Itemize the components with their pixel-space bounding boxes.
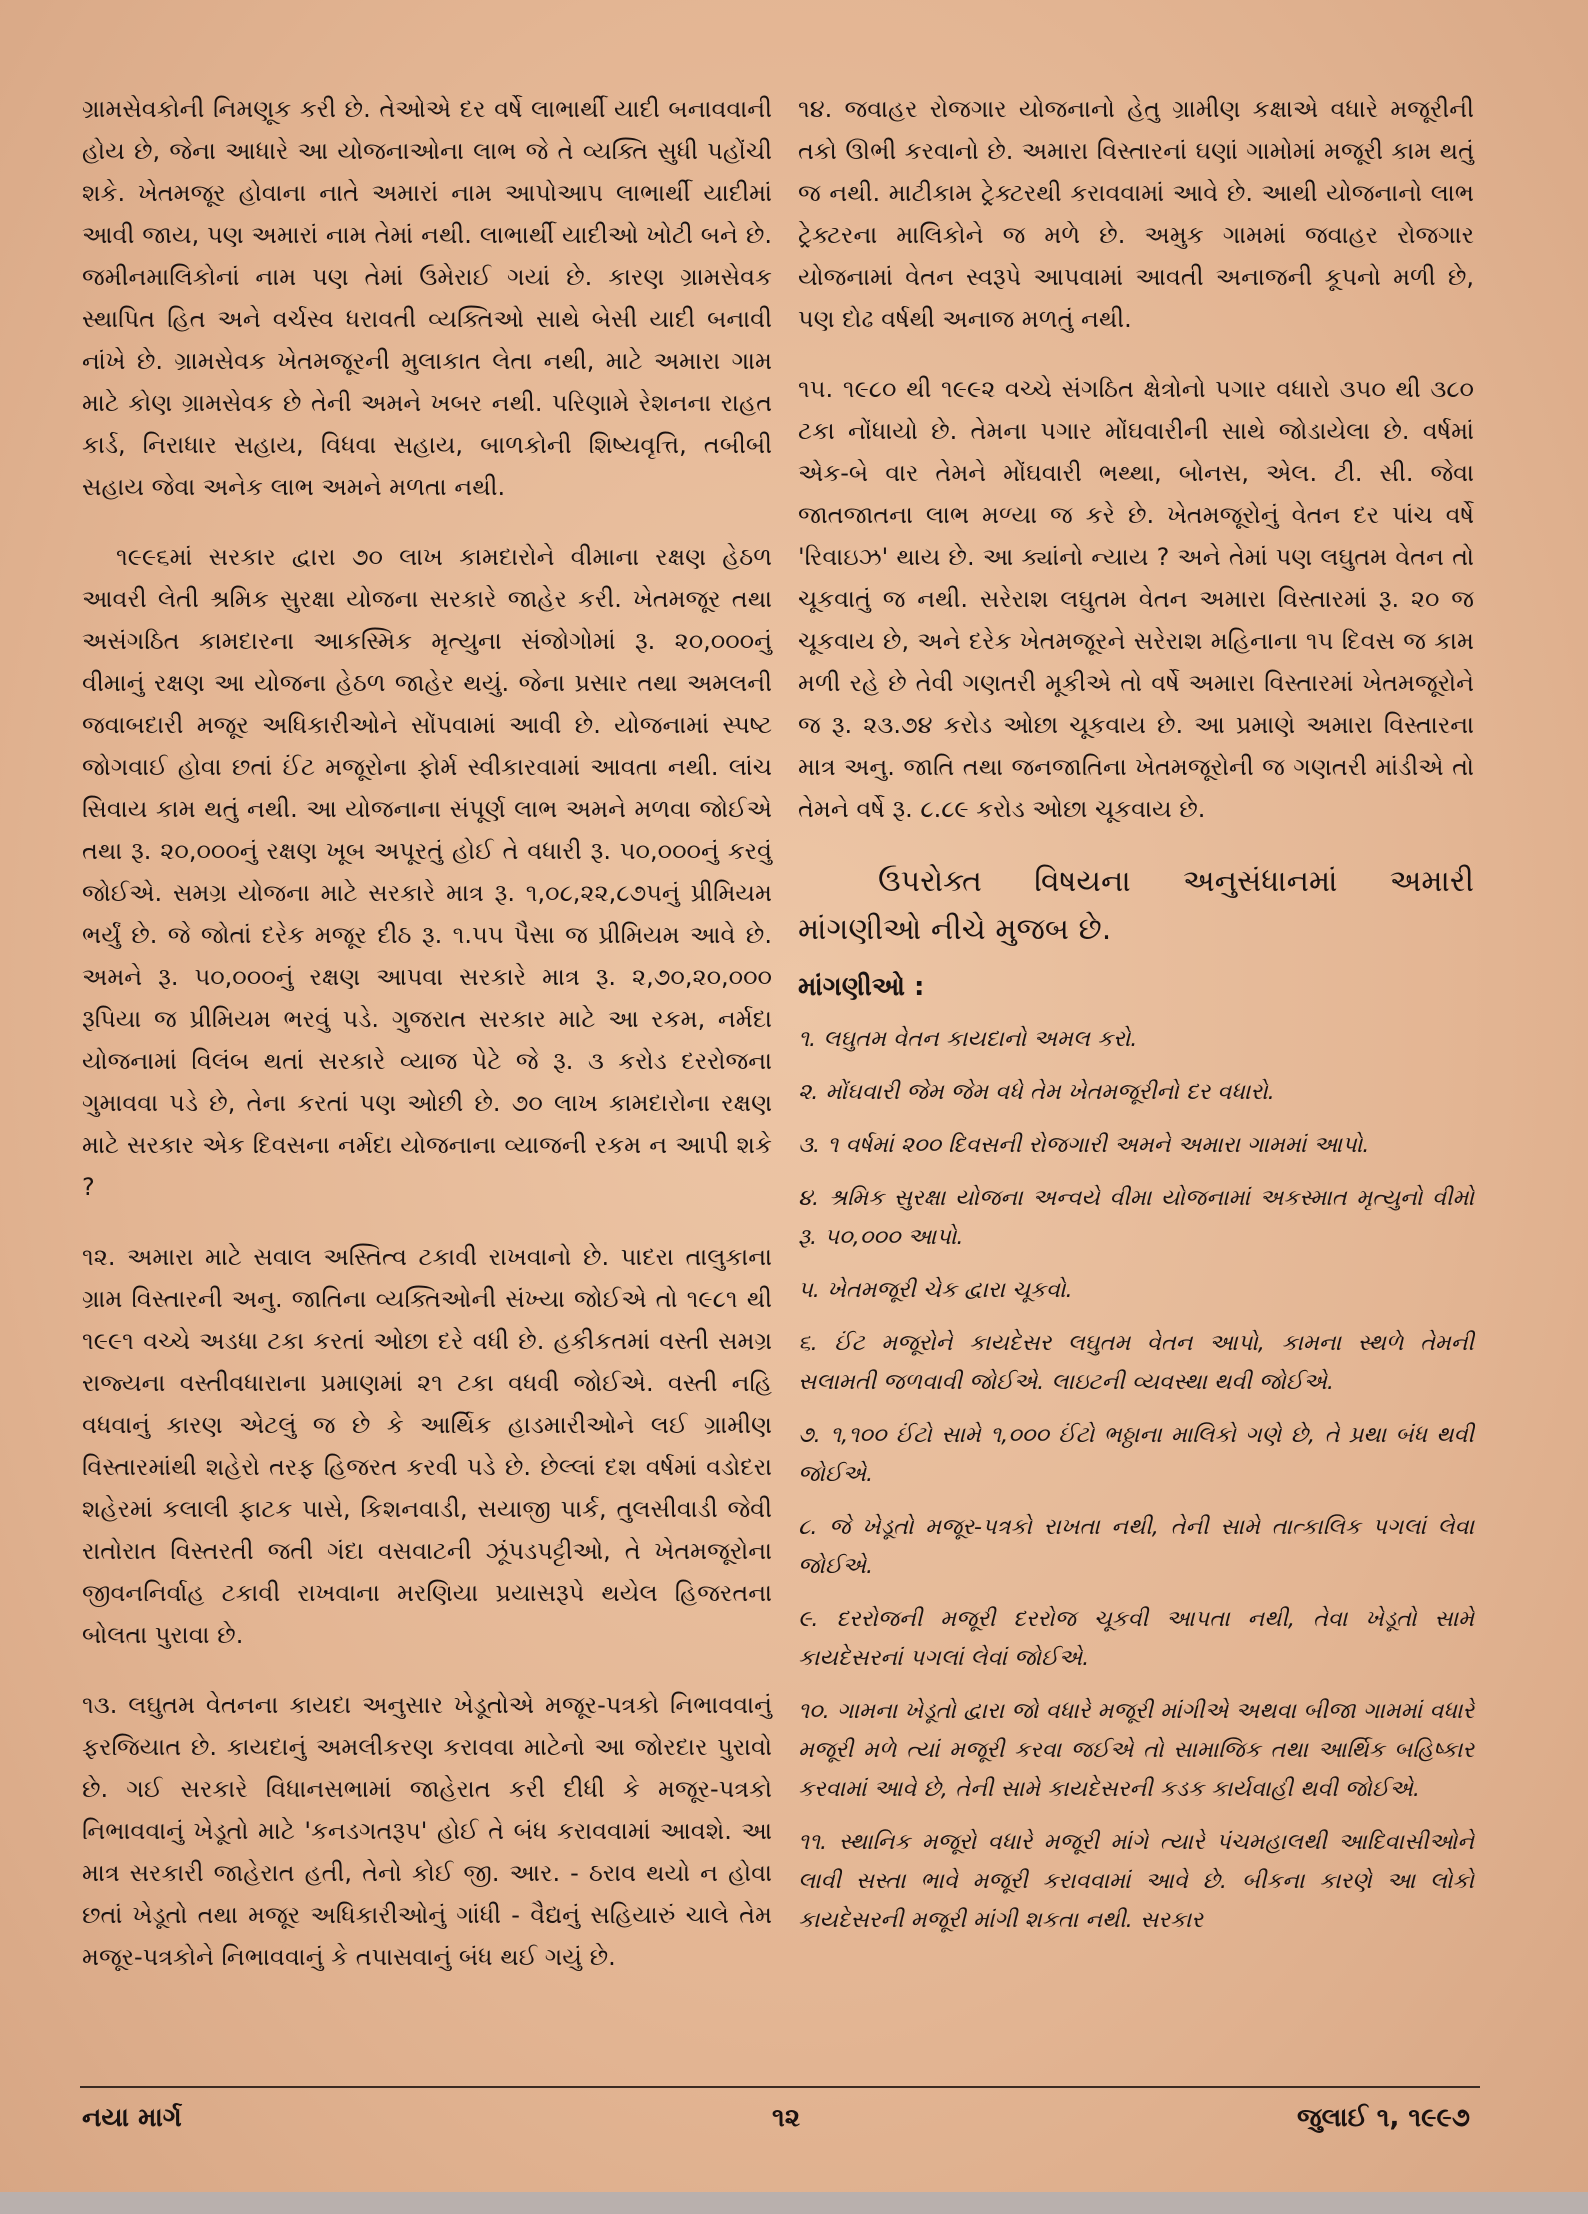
- scan-edge: [0, 2192, 1588, 2214]
- paragraph-13-minimum-wage-records: ૧૩. લઘુતમ વેતનના કાયદા અનુસાર ખેડૂતોએ મજૂર-પત્રકો નિભાવવાનું ફરજિયાત છે. કાયદાનું અમલીકરણ કરાવવા માટેનો આ જોરદાર પુરાવો છે. ગઈ સરકારે વિધાનસભામાં જાહેરાત કરી દીધી કે મજૂર-પત્રકો નિભાવવાનું ખેડૂતો માટે 'કનડગતરૂપ' હોઈ તે બંધ કરાવવામાં આવશે. આ માત્ર સરકારી જાહેરાત હતી, તેનો કોઈ જી. આર. - ઠરાવ થયો ન હોવા છતાં ખેડૂતો તથા મજૂર અધિકારીઓનું ગાંધી - વૈદ્યનું સહિયારું ચાલે તેમ મજૂર-પત્રકોને નિભાવવાનું કે તપાસવાનું બંધ થઈ ગયું છે.: [82, 1691, 772, 1971]
- demand-item: ૧. લઘુતમ વેતન કાયદાનો અમલ કરો.: [798, 1026, 1138, 1052]
- paragraph-beneficiary-lists: ગ્રામસેવકોની નિમણૂક કરી છે. તેઓએ દર વર્ષે લાભાર્થી યાદી બનાવવાની હોય છે, જેના આધારે આ યોજનાઓના લાભ જે તે વ્યક્તિ સુધી પહોંચી શકે. ખેતમજૂર હોવાના નાતે અમારાં નામ આપોઆપ લાભાર્થી યાદીમાં આવી જાય, પણ અમારાં નામ તેમાં નથી. લાભાર્થી યાદીઓ ખોટી બને છે. જમીનમાલિકોનાં નામ પણ તેમાં ઉમેરાઈ ગયાં છે. કારણ ગ્રામસેવક સ્થાપિત હિત અને વર્ચસ્વ ધરાવતી વ્યક્તિઓ સાથે બેસી યાદી બનાવી નાંખે છે. ગ્રામસેવક ખેતમજૂરની મુલાકાત લેતા નથી, માટે અમારા ગામ માટે કોણ ગ્રામસેવક છે તેની અમને ખબર નથી. પરિણામે રેશનના રાહત કાર્ડ, નિરાધાર સહાય, વિધવા સહાય, બાળકોની શિષ્યવૃત્તિ, તબીબી સહાય જેવા અનેક લાભ અમને મળતા નથી.: [82, 95, 772, 501]
- demand-item: ૧૧. સ્થાનિક મજૂરો વધારે મજૂરી માંગે ત્યારે પંચમહાલથી આદિવાસીઓને લાવી સસ્તા ભાવે મજૂરી કરાવવામાં આવે છે. બીકના કારણે આ લોકો કાયદેસરની મજૂરી માંગી શકતા નથી. સરકાર: [798, 1829, 1474, 1933]
- paragraph-15-wage-comparison: ૧૫. ૧૯૮૦ થી ૧૯૯૨ વચ્ચે સંગઠિત ક્ષેત્રોનો પગાર વધારો ૩૫૦ થી ૩૮૦ ટકા નોંધાયો છે. તેમના પગાર મોંઘવારીની સાથે જોડાયેલા છે. વર્ષમાં એક-બે વાર તેમને મોંઘવારી ભથ્થા, બોનસ, એલ. ટી. સી. જેવા જાતજાતના લાભ મળ્યા જ કરે છે. ખેતમજૂરોનું વેતન દર પાંચ વર્ષે 'રિવાઇઝ' થાય છે. આ ક્યાંનો ન્યાય ? અને તેમાં પણ લઘુતમ વેતન તો ચૂકવાતું જ નથી. સરેરાશ લઘુતમ વેતન અમારા વિસ્તારમાં રૂ. ૨૦ જ ચૂકવાય છે, અને દરેક ખેતમજૂરને સરેરાશ મહિનાના ૧૫ દિવસ જ કામ મળી રહે છે તેવી ગણતરી મૂકીએ તો વર્ષે અમારા વિસ્તારમાં ખેતમજૂરોને જ રૂ. ૨૩.૭૪ કરોડ ઓછા ચૂકવાય છે. આ પ્રમાણે અમારા વિસ્તારના માત્ર અનુ. જાતિ તથા જનજાતિના ખેતમજૂરોની જ ગણતરી માંડીએ તો તેમને વર્ષે રૂ. ૮.૮૯ કરોડ ઓછા ચૂકવાય છે.: [798, 375, 1474, 823]
- demand-item: ૯. દરરોજની મજૂરી દરરોજ ચૂકવી આપતા નથી, તેવા ખેડૂતો સામે કાયદેસરનાં પગલાં લેવાં જોઈએ.: [798, 1606, 1474, 1671]
- demands-heading: માંગણીઓ :: [798, 972, 925, 1002]
- paragraph-14-jawahar-rozgar: ૧૪. જવાહર રોજગાર યોજનાનો હેતુ ગ્રામીણ કક્ષાએ વધારે મજૂરીની તકો ઊભી કરવાનો છે. અમારા વિસ્તારનાં ઘણાં ગામોમાં મજૂરી કામ થતું જ નથી. માટીકામ ટ્રેક્ટરથી કરાવવામાં આવે છે. આથી યોજનાનો લાભ ટ્રેક્ટરના માલિકોને જ મળે છે. અમુક ગામમાં જવાહર રોજગાર યોજનામાં વેતન સ્વરૂપે આપવામાં આવતી અનાજની કૂપનો મળી છે, પણ દોઢ વર્ષથી અનાજ મળતું નથી.: [798, 95, 1474, 333]
- demand-item: ૨. મોંઘવારી જેમ જેમ વધે તેમ ખેતમજૂરીનો દર વધારો.: [798, 1079, 1275, 1105]
- demand-item: ૭. ૧,૧૦૦ ઈંટો સામે ૧,૦૦૦ ઈંટો ભઠ્ઠાના માલિકો ગણે છે, તે પ્રથા બંધ થવી જોઈએ.: [798, 1422, 1474, 1487]
- demands-list: [798, 1020, 1474, 1940]
- page-number: ૧૨: [772, 2103, 801, 2133]
- paragraph-12-survival: ૧૨. અમારા માટે સવાલ અસ્તિત્વ ટકાવી રાખવાનો છે. પાદરા તાલુકાના ગ્રામ વિસ્તારની અનુ. જાતિના વ્યક્તિઓની સંખ્યા જોઈએ તો ૧૯૮૧ થી ૧૯૯૧ વચ્ચે અડધા ટકા કરતાં ઓછા દરે વધી છે. હકીકતમાં વસ્તી સમગ્ર રાજ્યના વસ્તીવધારાના પ્રમાણમાં ૨૧ ટકા વધવી જોઈએ. વસ્તી નહિ વધવાનું કારણ એટલું જ છે કે આર્થિક હાડમારીઓને લઈ ગ્રામીણ વિસ્તારમાંથી શહેરો તરફ હિજરત કરવી પડે છે. છેલ્લાં દશ વર્ષમાં વડોદરા શહેરમાં કલાલી ફાટક પાસે, કિશનવાડી, સયાજી પાર્ક, તુલસીવાડી જેવી રાતોરાત વિસ્તરતી જતી ગંદા વસવાટની ઝૂંપડપટ્ટીઓ, તે ખેતમજૂરોના જીવનનિર્વાહ ટકાવી રાખવાના મરણિયા પ્રયાસરૂપે થયેલ હિજરતના બોલતા પુરાવા છે.: [82, 1243, 772, 1649]
- demand-item: ૬. ઈંટ મજૂરોને કાયદેસર લઘુતમ વેતન આપો, કામના સ્થળે તેમની સલામતી જળવાવી જોઈએ. લાઇટની વ્યવસ્થા થવી જોઈએ.: [798, 1330, 1474, 1395]
- demand-item: ૩. ૧ વર્ષમાં ૨૦૦ દિવસની રોજગારી અમને અમારા ગામમાં આપો.: [798, 1132, 1370, 1158]
- issue-date: જુલાઈ ૧, ૧૯૯૭: [1296, 2103, 1470, 2133]
- demand-item: ૧૦. ગામના ખેડૂતો દ્વારા જો વધારે મજૂરી માંગીએ અથવા બીજા ગામમાં વધારે મજૂરી મળે ત્યાં મજૂરી કરવા જઈએ તો સામાજિક તથા આર્થિક બહિષ્કાર કરવામાં આવે છે, તેની સામે કાયદેસરની કડક કાર્યવાહી થવી જોઈએ.: [798, 1698, 1474, 1802]
- demands-intro: ઉપરોક્ત વિષયના અનુસંધાનમાં અમારી માંગણીઓ નીચે મુજબ છે.: [798, 864, 1474, 947]
- left-column: [82, 88, 772, 2006]
- demand-item: ૮. જે ખેડૂતો મજૂર-પત્રકો રાખતા નથી, તેની સામે તાત્કાલિક પગલાં લેવા જોઈએ.: [798, 1514, 1474, 1579]
- demand-item: ૪. શ્રમિક સુરક્ષા યોજના અન્વયે વીમા યોજનામાં અકસ્માત મૃત્યુનો વીમો રૂ. ૫૦,૦૦૦ આપો.: [798, 1185, 1474, 1250]
- paragraph-insurance-scheme: ૧૯૯૬માં સરકાર દ્વારા ૭૦ લાખ કામદારોને વીમાના રક્ષણ હેઠળ આવરી લેતી શ્રમિક સુરક્ષા યોજના સરકારે જાહેર કરી. ખેતમજૂર તથા અસંગઠિત કામદારના આકસ્મિક મૃત્યુના સંજોગોમાં રૂ. ૨૦,૦૦૦નું વીમાનું રક્ષણ આ યોજના હેઠળ જાહેર થયું. જેના પ્રસાર તથા અમલની જવાબદારી મજૂર અધિકારીઓને સોંપવામાં આવી છે. યોજનામાં સ્પષ્ટ જોગવાઈ હોવા છતાં ઈંટ મજૂરોના ફોર્મ સ્વીકારવામાં આવતા નથી. લાંચ સિવાય કામ થતું નથી. આ યોજનાના સંપૂર્ણ લાભ અમને મળવા જોઈએ તથા રૂ. ૨૦,૦૦૦નું રક્ષણ ખૂબ અપૂરતું હોઈ તે વધારી રૂ. ૫૦,૦૦૦નું કરવું જોઈએ. સમગ્ર યોજના માટે સરકારે માત્ર રૂ. ૧,૦૮,૨૨,૮૭૫નું પ્રીમિયમ ભર્યું છે. જે જોતાં દરેક મજૂર દીઠ રૂ. ૧.૫૫ પૈસા જ પ્રીમિયમ આવે છે. અમને રૂ. ૫૦,૦૦૦નું રક્ષણ આપવા સરકારે માત્ર રૂ. ૨,૭૦,૨૦,૦૦૦ રૂપિયા જ પ્રીમિયમ ભરવું પડે. ગુજરાત સરકાર માટે આ રકમ, નર્મદા યોજનામાં વિલંબ થતાં સરકારે વ્યાજ પેટે જે રૂ. ૩ કરોડ દરરોજના ગુમાવવા પડે છે, તેના કરતાં પણ ઓછી છે. ૭૦ લાખ કામદારોના રક્ષણ માટે સરકાર એક દિવસના નર્મદા યોજનાના વ્યાજની રકમ ન આપી શકે ?: [82, 543, 772, 1201]
- right-column: [798, 88, 1474, 1954]
- publication-name: નયા માર્ગ: [82, 2103, 182, 2133]
- demand-item: ૫. ખેતમજૂરી ચેક દ્વારા ચૂકવો.: [798, 1277, 1073, 1303]
- footer-divider: [80, 2086, 1480, 2088]
